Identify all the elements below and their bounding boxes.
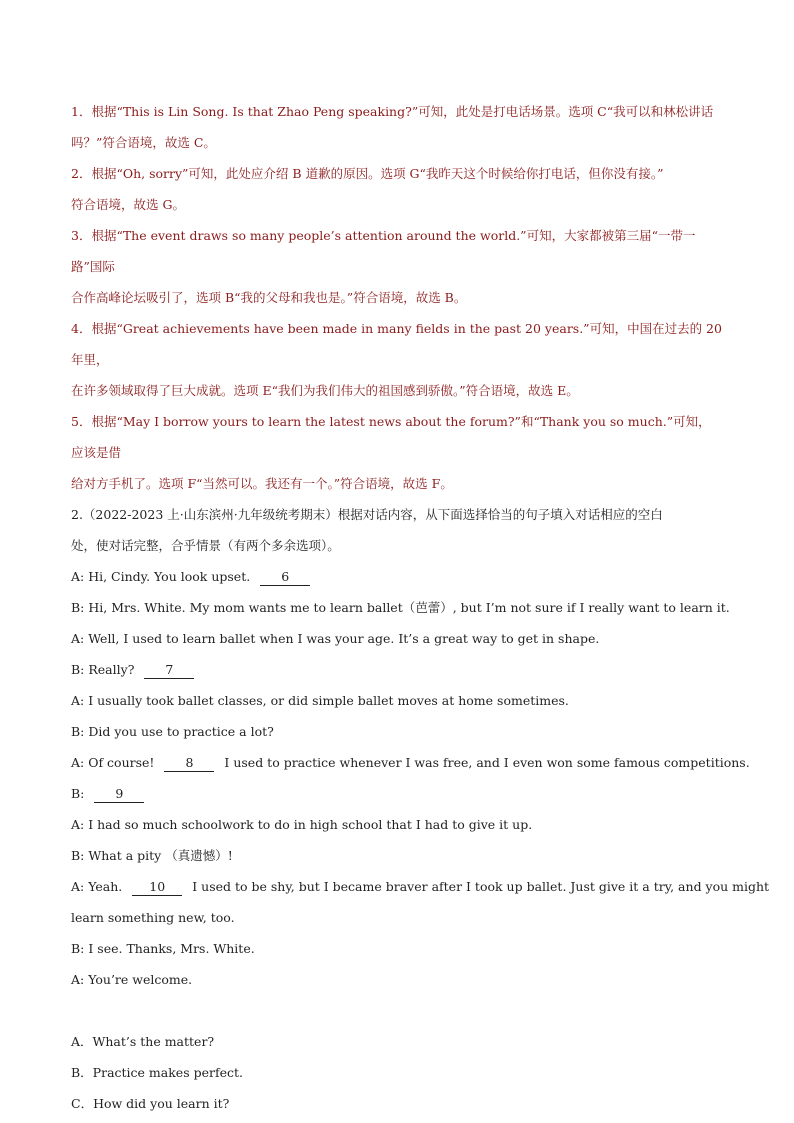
options-list xyxy=(71,1026,723,1119)
answer-3-line-1: 3．根据“The event draws so many people’s attention around the world.”可知，大家都被第三届“一带一路”国际 xyxy=(71,228,696,274)
dialogue-text: A: Yeah. xyxy=(71,879,123,894)
dialogue-line xyxy=(71,778,723,809)
answer-4 xyxy=(71,313,723,406)
dialogue-text: I used to be shy, but I became braver after I took up ballet. Just give it a try, and you might xyxy=(192,879,770,894)
dialogue-line xyxy=(71,592,730,623)
dialogue-line xyxy=(71,964,723,995)
spacer xyxy=(71,995,723,1026)
answer-5 xyxy=(71,406,723,499)
answer-4-line-2: 在许多领域取得了巨大成就。选项 E“我们为我们伟大的祖国感到骄傲。”符合语境，故选 E。 xyxy=(71,383,579,398)
dialogue-text: B: xyxy=(71,786,85,801)
dialogue-text: learn something new, too. xyxy=(71,910,235,925)
blank-9[interactable]: 9 xyxy=(94,786,144,803)
dialogue-text: B: Hi, Mrs. White. My mom wants me to learn ballet（芭蕾）, but I’m not sure if I really want to learn it. xyxy=(71,600,730,615)
dialogue-text: I used to practice whenever I was free, and I even won some famous competitions. xyxy=(224,755,750,770)
option-a: A．What’s the matter? xyxy=(71,1034,215,1049)
dialogue-line xyxy=(71,747,750,778)
answer-2-line-2: 符合语境，故选 G。 xyxy=(71,197,185,212)
dialogue-text: A: Of course! xyxy=(71,755,155,770)
answer-1-line-1: 1．根据“This is Lin Song. Is that Zhao Peng speaking?”可知，此处是打电话场景。选项 C“我可以和林松讲话 xyxy=(71,104,714,119)
dialogue-line xyxy=(71,809,723,840)
dialogue-line xyxy=(71,561,723,592)
answer-4-line-1: 4．根据“Great achievements have been made in many fields in the past 20 years.”可知，中国在过去的 20 年里， xyxy=(71,321,722,367)
dialogue-text: B: Did you use to practice a lot? xyxy=(71,724,274,739)
option-b: B．Practice makes perfect. xyxy=(71,1065,243,1080)
dialogue-text: A: Well, I used to learn ballet when I was your age. It’s a great way to get in shape. xyxy=(71,631,600,646)
option-c: C．How did you learn it? xyxy=(71,1096,230,1111)
dialogue-text: A: I had so much schoolwork to do in high school that I had to give it up. xyxy=(71,817,533,832)
dialogue-line xyxy=(71,933,723,964)
question-instructions xyxy=(71,499,723,561)
dialogue-text: B: What a pity （真遗憾）! xyxy=(71,848,233,863)
dialogue-text: B: I see. Thanks, Mrs. White. xyxy=(71,941,255,956)
question-line-2: 处，使对话完整，合乎情景（有两个多余选项）。 xyxy=(71,538,340,553)
dialogue-text: A: I usually took ballet classes, or did simple ballet moves at home sometimes. xyxy=(71,693,569,708)
dialogue-line xyxy=(71,871,770,902)
dialogue-text: B: Really? xyxy=(71,662,135,677)
document-page xyxy=(71,96,770,1119)
dialogue-text: A: Hi, Cindy. You look upset. xyxy=(71,569,251,584)
dialogue-line xyxy=(71,902,723,933)
dialogue-line xyxy=(71,685,723,716)
blank-7[interactable]: 7 xyxy=(144,662,194,679)
dialogue-text: A: You’re welcome. xyxy=(71,972,193,987)
dialogue-line xyxy=(71,840,723,871)
dialogue-line xyxy=(71,623,723,654)
dialogue-line xyxy=(71,716,723,747)
answer-5-line-2: 给对方手机了。选项 F“当然可以。我还有一个。”符合语境，故选 F。 xyxy=(71,476,453,491)
dialogue xyxy=(71,561,770,995)
answer-3-line-2: 合作高峰论坛吸引了，选项 B“我的父母和我也是。”符合语境，故选 B。 xyxy=(71,290,467,305)
answer-1-line-2: 吗？”符合语境，故选 C。 xyxy=(71,135,216,150)
answer-3 xyxy=(71,220,723,313)
blank-6[interactable]: 6 xyxy=(260,569,310,586)
answer-explanations xyxy=(71,96,723,499)
dialogue-line xyxy=(71,654,723,685)
answer-5-line-1: 5．根据“May I borrow yours to learn the latest news about the forum?”和“Thank you so much.”可知，应该是借 xyxy=(71,414,711,460)
blank-10[interactable]: 10 xyxy=(132,879,182,896)
blank-8[interactable]: 8 xyxy=(164,755,214,772)
answer-2-line-1: 2．根据“Oh, sorry”可知，此处应介绍 B 道歉的原因。选项 G“我昨天这个时候给你打电话，但你没有接。” xyxy=(71,166,664,181)
answer-1 xyxy=(71,96,723,158)
question-line-1: 2.（2022-2023 上·山东滨州·九年级统考期末）根据对话内容，从下面选择恰当的句子填入对话相应的空白 xyxy=(71,507,663,522)
answer-2 xyxy=(71,158,723,220)
